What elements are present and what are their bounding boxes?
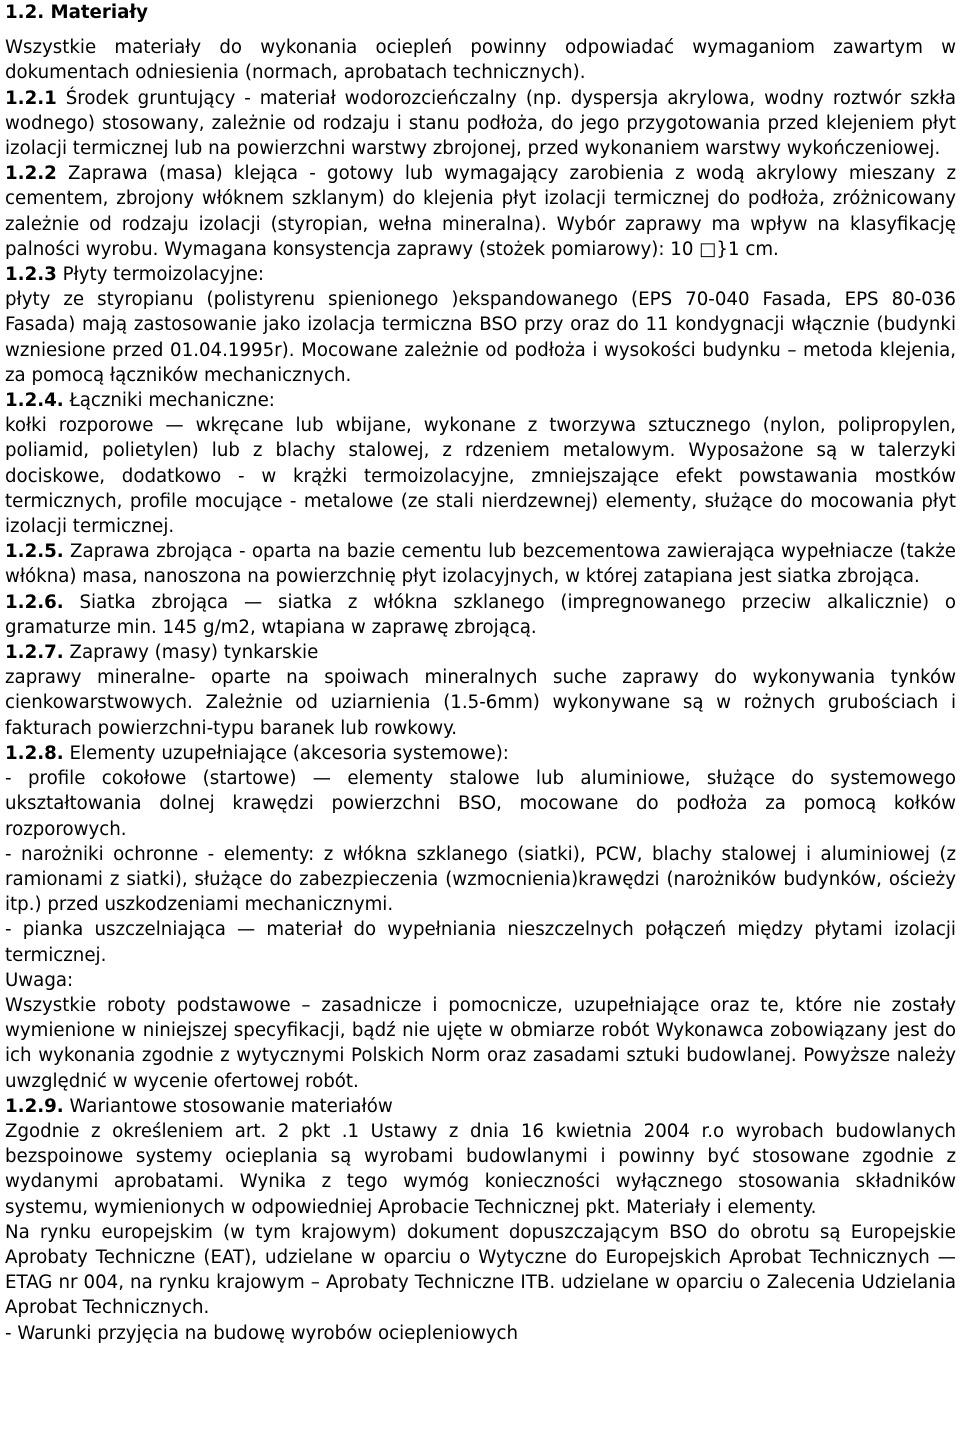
item-1-2-9-body: Zgodnie z określeniem art. 2 pkt .1 Ustawy z dnia 16 kwietnia 2004 r.o wyrobach budowlanych bezspoinowe systemy ocieplania są wyrobami budowlanymi i powinny być stosowane zgodnie z wydanymi aprobatami. Wynika z tego wymóg konieczności wyłącznego stosowania składników systemu, wymienionych w odpowiedniej Aprobacie Technicznej pkt. Materiały i elementy. — [5, 1120, 956, 1218]
item-1-2-6 — [5, 590, 956, 640]
item-1-2-9-body-2: Na rynku europejskim (w tym krajowym) dokument dopuszczającym BSO do obrotu są Europejskie Aprobaty Techniczne (EAT), udzielane w oparciu o Wytyczne do Europejskich Aprobat Technicznych — ETAG nr 004, na rynku krajowym – Aprobaty Techniczne ITB. udzielane w oparciu o Zalecenia Udzielania Aprobat Technicznych. — [5, 1221, 956, 1319]
item-text: Płyty termoizolacyjne: — [56, 264, 265, 286]
item-1-2-3-heading — [5, 262, 956, 287]
item-text: Łączniki mechaniczne: — [63, 390, 275, 412]
item-1-2-7-heading — [5, 640, 956, 665]
item-number: 1.2.6. — [5, 591, 64, 613]
item-number: 1.2.5. — [5, 541, 64, 563]
section-number: 1.2. — [5, 2, 45, 23]
item-1-2-2 — [5, 161, 956, 262]
section-title: Materiały — [50, 2, 148, 23]
item-1-2-9-last-line: - Warunki przyjęcia na budowę wyrobów ociepleniowych — [5, 1322, 519, 1344]
item-1-2-4-body: kołki rozporowe — wkręcane lub wbijane, wykonane z tworzywa sztucznego (nylon, polipropylen, poliamid, polietylen) lub z blachy stalowej, z rdzeniem metalowym. Wyposażone są w talerzyki dociskowe, dodatkowo - w krążki termoizolacyjne, zmniejszające efekt powstawania mostków termicznych, profile mocujące - metalowe (ze stali nierdzewnej) elementy, służące do mocowania płyt izolacji termicznej. — [5, 415, 956, 538]
item-number: 1.2.8. — [5, 742, 64, 764]
item-1-2-3-body: płyty ze styropianu (polistyrenu spienionego )ekspandowanego (EPS 70-040 Fasada, EPS 80-036 Fasada) mają zastosowanie jako izolacja termiczna BSO przy oraz do 11 kondygnacji włącznie (budynki wzniesione przed 01.04.1995r). Mocowane zależnie od podłoża i wysokości budynku – metoda klejenia, za pomocą łączników mechanicznych. — [5, 289, 956, 386]
bullet-item: - narożniki ochronne - elementy: z włókna szklanego (siatki), PCW, blachy stalowej i aluminiowej (z ramionami z siatki), służące do zabezpieczenia (wzmocnienia)krawędzi (narożników budynków, ościeży itp.) przed uszkodzeniami mechanicznymi. — [5, 843, 956, 916]
bullet-item: - pianka uszczelniająca — materiał do wypełniania nieszczelnych połączeń między płytami izolacji termicznej. — [5, 919, 956, 966]
item-text: Wariantowe stosowanie materiałów — [63, 1095, 393, 1117]
item-number: 1.2.4. — [5, 390, 64, 412]
intro-paragraph: Wszystkie materiały do wykonania ociepleń powinny odpowiadać wymaganiom zawartym w dokumentach odniesienia (normach, aprobatach technicznych). — [5, 37, 956, 84]
item-1-2-5 — [5, 539, 956, 589]
item-text: Zaprawa zbrojąca - oparta na bazie cementu lub bezcementowa zawierająca wypełniacze (także włókna) masa, nanoszona na powierzchnię płyt izolacyjnych, w której zatapiana jest siatka zbrojąca. — [5, 541, 956, 588]
item-number: 1.2.7. — [5, 642, 64, 664]
item-text: Zaprawa (masa) klejąca - gotowy lub wymagający zarobienia z wodą akrylowy mieszany z cementem, zbrojony włóknem szklanym) do klejenia płyt izolacji termicznej do podłoża, zróżnicowany zależnie od rodzaju izolacji (styropian, wełna mineralna). Wybór zaprawy ma wpływ na klasyfikację palności wyrobu. Wymagana konsystencja zaprawy (stożek pomiarowy): 10 □}1 cm. — [5, 163, 956, 260]
item-number: 1.2.3 — [5, 264, 57, 286]
item-text: Środek gruntujący - materiał wodorozcieńczalny (np. dyspersja akrylowa, wodny roztwór szkła wodnego) stosowany, zależnie od rodzaju i stanu podłoża, do jego przygotowania przed klejeniem płyt izolacji termicznej lub na powierzchni warstwy zbrojonej, przed wykonaniem warstwy wykończeniowej. — [5, 87, 956, 160]
bullet-item: - profile cokołowe (startowe) — elementy stalowe lub aluminiowe, służące do systemowego ukształtowania dolnej krawędzi powierzchni BSO, mocowane do podłoża za pomocą kołków rozporowych. — [5, 768, 956, 840]
item-1-2-7-body: zaprawy mineralne- oparte na spoiwach mineralnych suche zaprawy do wykonywania tynków cienkowarstwowych. Zależnie od uziarnienia (1.5-6mm) wykonywane są w rożnych grubościach i fakturach powierzchni-typu baranek lub rowkowy. — [5, 667, 956, 739]
section-heading — [5, 0, 956, 25]
item-1-2-4-heading — [5, 388, 956, 413]
item-number: 1.2.1 — [5, 87, 57, 109]
item-text: Elementy uzupełniające (akcesoria systemowe): — [63, 742, 509, 764]
note-paragraph: Wszystkie roboty podstawowe – zasadnicze i pomocnicze, uzupełniające oraz te, które nie zostały wymienione w niniejszej specyfikacji, bądź nie ujęte w obmiarze robót Wykonawca zobowiązany jest do ich wykonania zgodnie z wytycznymi Polskich Norm oraz zasadami sztuki budowlanej. Powyższe należy uwzględnić w wycenie ofertowej robót. — [5, 994, 956, 1092]
item-1-2-1 — [5, 86, 956, 162]
item-1-2-8-heading — [5, 741, 956, 766]
item-number: 1.2.2 — [5, 163, 57, 185]
note-label: Uwaga: — [5, 969, 74, 991]
item-text: Zaprawy (masy) tynkarskie — [63, 642, 319, 664]
item-number: 1.2.9. — [5, 1095, 64, 1117]
item-1-2-9-heading — [5, 1094, 956, 1119]
item-text: Siatka zbrojąca — siatka z włókna szklanego (impregnowanego przeciw alkalicznie) o gramaturze min. 145 g/m2, wtapiana w zaprawę zbrojącą. — [5, 591, 956, 638]
